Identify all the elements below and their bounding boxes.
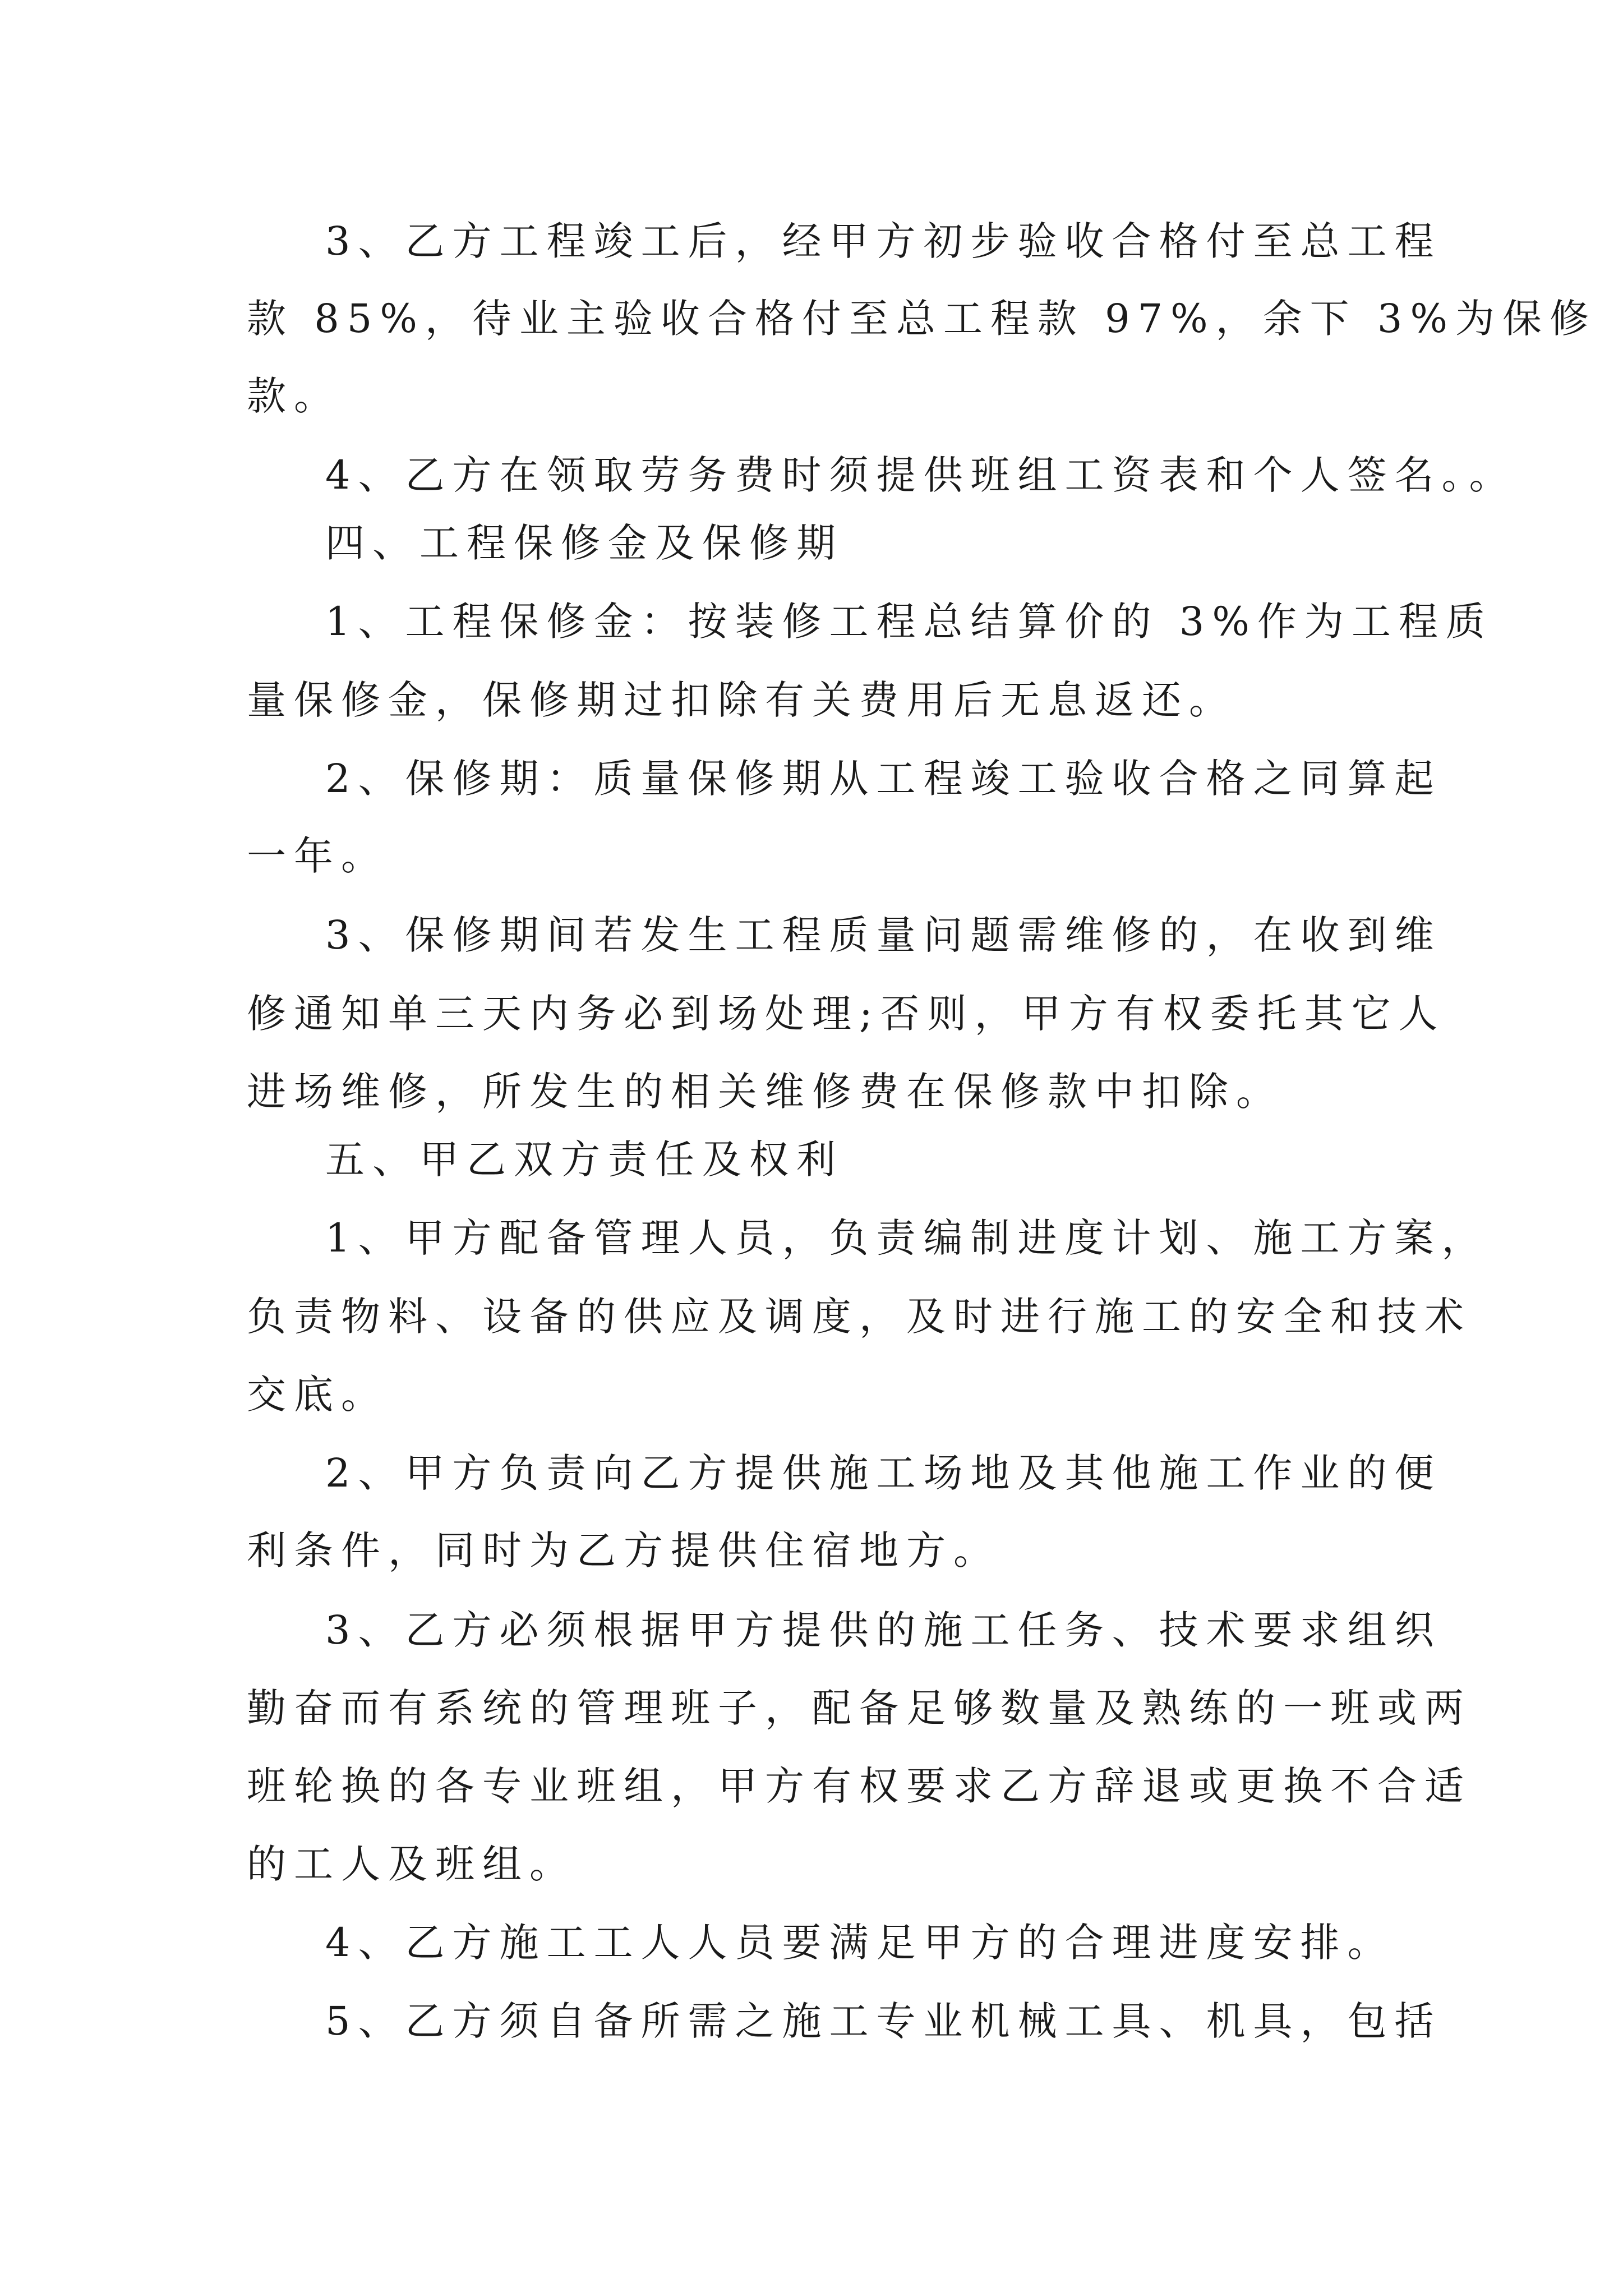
- paragraph-5-4-line-1: 4、乙方施工工人人员要满足甲方的合理进度安排。: [325, 1920, 1395, 1966]
- paragraph-4-1-line-1: 1、工程保修金：按装修工程总结算价的 3%作为工程质: [325, 599, 1493, 645]
- paragraph-3-line-2: 款 85%，待业主验收合格付至总工程款 97%，余下 3%为保修: [247, 296, 1597, 342]
- paragraph-5-3-line-1: 3、乙方必须根据甲方提供的施工任务、技术要求组织: [325, 1607, 1442, 1653]
- paragraph-5-1-line-1: 1、甲方配备管理人员，负责编制进度计划、施工方案，: [325, 1215, 1489, 1261]
- paragraph-5-2-line-1: 2、甲方负责向乙方提供施工场地及其他施工作业的便: [325, 1450, 1442, 1496]
- paragraph-4-1-line-2: 量保修金，保修期过扣除有关费用后无息返还。: [247, 677, 1236, 723]
- paragraph-3-line-3: 款。: [247, 373, 341, 419]
- paragraph-5-2-line-2: 利条件，同时为乙方提供住宿地方。: [247, 1527, 1000, 1573]
- paragraph-4-3-line-2: 修通知单三天内务必到场处理;否则，甲方有权委托其它人: [247, 991, 1446, 1037]
- section-heading-4: 四、工程保修金及保修期: [325, 520, 843, 566]
- paragraph-4-3-line-1: 3、保修期间若发生工程质量问题需维修的，在收到维: [325, 912, 1442, 958]
- paragraph-5-1-line-3: 交底。: [247, 1372, 388, 1418]
- paragraph-5-3-line-4: 的工人及班组。: [247, 1841, 577, 1887]
- paragraph-4-line-1: 4、乙方在领取劳务费时须提供班组工资表和个人签名。。: [325, 452, 1516, 498]
- paragraph-4-3-line-3: 进场维修，所发生的相关维修费在保修款中扣除。: [247, 1069, 1283, 1115]
- paragraph-4-2-line-2: 一年。: [247, 833, 388, 879]
- paragraph-4-2-line-1: 2、保修期：质量保修期从工程竣工验收合格之同算起: [325, 756, 1442, 802]
- paragraph-5-1-line-2: 负责物料、设备的供应及调度，及时进行施工的安全和技术: [247, 1294, 1472, 1340]
- paragraph-3-line-1: 3、乙方工程竣工后，经甲方初步验收合格付至总工程: [325, 218, 1442, 264]
- paragraph-5-3-line-2: 勤奋而有系统的管理班子，配备足够数量及熟练的一班或两: [247, 1685, 1472, 1731]
- paragraph-5-3-line-3: 班轮换的各专业班组，甲方有权要求乙方辞退或更换不合适: [247, 1763, 1472, 1809]
- paragraph-5-5-line-1: 5、乙方须自备所需之施工专业机械工具、机具，包括: [325, 1998, 1442, 2044]
- section-heading-5: 五、甲乙双方责任及权利: [325, 1137, 843, 1182]
